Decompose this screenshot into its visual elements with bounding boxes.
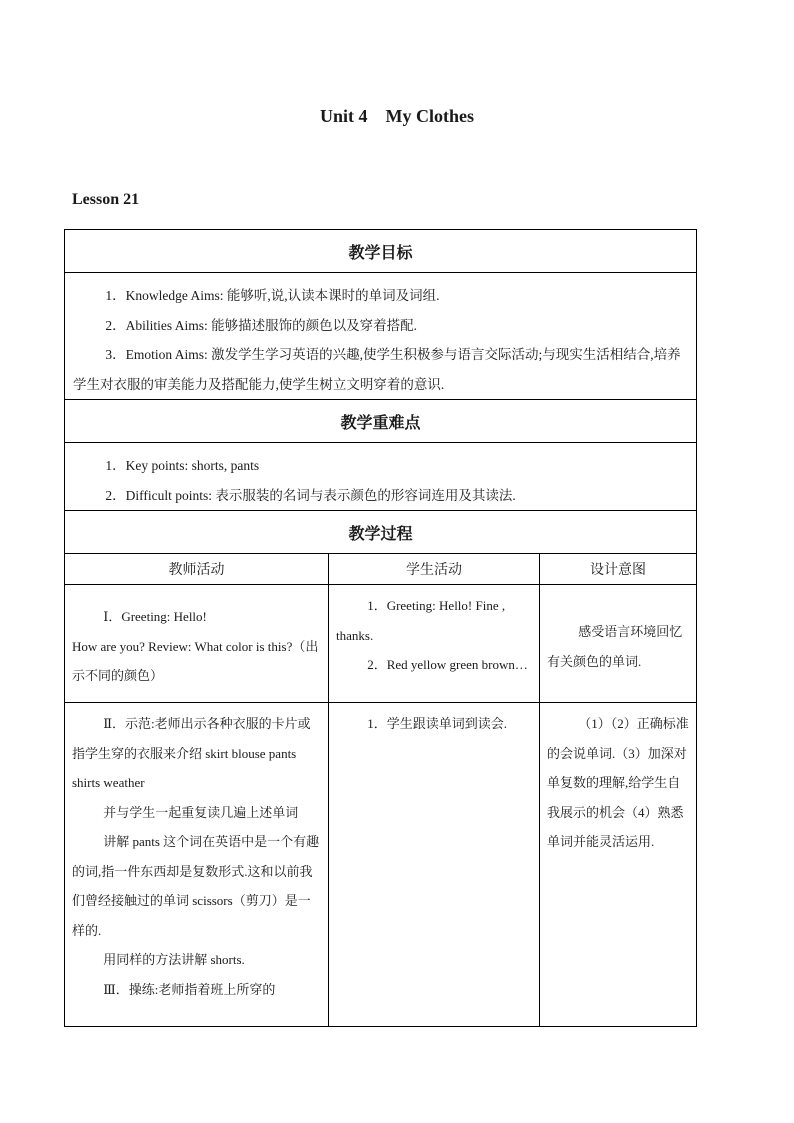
student-activity-line: 1．学生跟读单词到读会. <box>367 716 507 731</box>
lesson-label: Lesson 21 <box>72 191 140 208</box>
page-title: Unit 4 My Clothes <box>320 106 474 126</box>
lesson-plan-table <box>64 229 697 1027</box>
table-row <box>65 703 697 1027</box>
student-activity-line: 1．Greeting: Hello! Fine , thanks. <box>336 598 506 643</box>
goals-body <box>65 273 697 400</box>
design-intent-cell <box>540 585 697 703</box>
design-intent-cell <box>540 703 697 1027</box>
goal-item: 3．Emotion Aims: 激发学生学习英语的兴趣,使学生积极参与语言交际活动;与现实生活相结合,培养学生对衣服的审美能力及搭配能力,使学生树立文明穿着的意识. <box>73 347 681 392</box>
key-points-heading: 教学重难点 <box>65 400 697 443</box>
teacher-activity-line: 并与学生一起重复读几遍上述单词 <box>103 804 299 820</box>
student-activity-cell <box>329 703 540 1027</box>
key-points-body <box>65 443 697 511</box>
teacher-activity-line: Ⅲ．操练:老师指着班上所穿的 <box>103 981 276 997</box>
column-header-student: 学生活动 <box>329 554 540 585</box>
student-activity-cell <box>329 585 540 703</box>
teacher-activity-line: How are you? Review: What color is this?（出示不同的颜色） <box>72 638 319 684</box>
key-point-item: 2．Difficult points: 表示服装的名词与表示颜色的形容词连用及其读法. <box>105 487 516 503</box>
teacher-activity-line: 用同样的方法讲解 shorts. <box>103 952 245 967</box>
student-activity-line: 2．Red yellow green brown… <box>367 657 528 672</box>
design-intent-line: （1）（2）正确标准的会说单词.（3）加深对单复数的理解,给学生自我展示的机会（4）熟悉单词并能灵活运用. <box>547 716 689 849</box>
goal-item: 2．Abilities Aims: 能够描述服饰的颜色以及穿着搭配. <box>105 317 418 333</box>
teacher-activity-line: Ⅱ．示范:老师出示各种衣服的卡片或指学生穿的衣服来介绍 skirt blouse pants shirts weather <box>72 716 311 790</box>
design-intent-line: 感受语言环境回忆有关颜色的单词. <box>547 624 683 669</box>
column-header-teacher: 教师活动 <box>65 554 329 585</box>
column-header-intent: 设计意图 <box>540 554 697 585</box>
teacher-activity-line: 讲解 pants 这个词在英语中是一个有趣的词,指一件东西却是复数形式.这和以前我们曾经接触过的单词 scissors（剪刀）是一样的. <box>72 834 320 938</box>
goal-item: 1．Knowledge Aims: 能够听,说,认读本课时的单词及词组. <box>105 288 440 303</box>
teacher-activity-cell <box>65 585 329 703</box>
goals-heading: 教学目标 <box>65 230 697 273</box>
key-point-item: 1．Key points: shorts, pants <box>105 458 260 473</box>
teacher-activity-line: Ⅰ．Greeting: Hello! <box>103 609 207 625</box>
table-row <box>65 585 697 703</box>
process-heading: 教学过程 <box>65 511 697 554</box>
teacher-activity-cell <box>65 703 329 1027</box>
